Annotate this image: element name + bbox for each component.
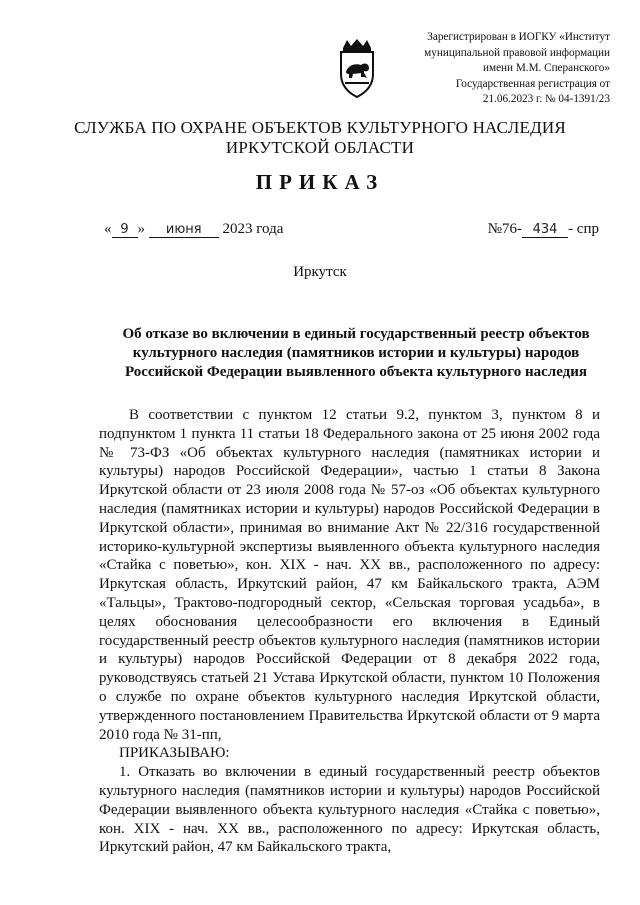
date-month: июня — [149, 223, 219, 238]
coat-of-arms-icon — [333, 38, 381, 100]
number-value: 434 — [522, 223, 568, 238]
date-day: 9 — [112, 223, 138, 238]
document-title: Об отказе во включении в единый государственный реестр объектов культурного наследия (памятников истории и культуры) народов Российской Федерации выявленного объекта культурного наследия — [122, 326, 590, 380]
registration-line: Государственная регистрация от — [455, 77, 610, 90]
document-number — [488, 221, 599, 238]
preamble-paragraph: В соответствии с пунктом 12 статьи 9.2, пунктом 3, пунктом 8 и подпунктом 1 пункта 11 статьи 18 Федерального закона от 25 июня 2002 года № 73-ФЗ «Об объектах культурного наследия (памятниках истории и культуры) народов Российской Федерации», частью 1 статьи 8 Закона Иркутской области от 23 июля 2008 года № 57-оз «Об объектах культурного наследия (памятниках истории и культуры) народов Российской Федерации в Иркутской области», принимая во внимание Акт № 22/316 государственной историко-культурной экспертизы выявленного объекта культурного наследия «Стайка с поветью», кон. XIX - нач. XX вв., расположенного по адресу: Иркутская область, Иркутский район, 47 км Байкальского тракта, АЭМ «Тальцы», Трактово-подгородный сектор, «Сельская торговая усадьба», в целях обоснования целесообразности его включения в Единый государственный реестр объектов культурного наследия (памятников истории и культуры) народов Российской Федерации от 8 декабря 2022 года, руководствуясь статьей 21 Устава Иркутской области, пунктом 10 Положения о службе по охране объектов культурного наследия Иркутской области, утвержденного постановлением Правительства Иркутской области от 9 марта 2010 года № 31-пп, — [99, 407, 600, 743]
order-item-1: 1. Отказать во включении в единый государственный реестр объектов культурного наследия (памятников истории и культуры) народов Российской Федерации выявленного объекта культурного наследия «Стайка с поветью», кон. XIX - нач. XX вв., расположенного по адресу: Иркутская область, Иркутский район, 47 км Байкальского тракта, — [99, 764, 600, 856]
city: Иркутск — [293, 264, 347, 280]
organization-name: СЛУЖБА ПО ОХРАНЕ ОБЪЕКТОВ КУЛЬТУРНОГО НАСЛЕДИЯ — [74, 118, 566, 137]
document-type: ПРИКАЗ — [255, 170, 385, 194]
registration-stamp — [398, 30, 610, 108]
registration-line: 21.06.2023 г. № 04-1391/23 — [482, 93, 610, 106]
number-suffix: - спр — [568, 221, 599, 237]
registration-line: Зарегистрирован в ИОГКУ «Институт — [427, 31, 610, 43]
organization-region: ИРКУТСКОЙ ОБЛАСТИ — [225, 138, 415, 157]
date-year: 2023 года — [222, 221, 284, 237]
registration-line: муниципальной правовой информации — [424, 46, 610, 59]
date-close-quote: » — [137, 221, 145, 237]
date-open-quote: « — [104, 221, 112, 237]
order-word: ПРИКАЗЫВАЮ: — [119, 745, 230, 762]
number-prefix: №76- — [487, 221, 523, 237]
registration-line: имени М.М. Сперанского» — [483, 62, 610, 75]
document-body — [99, 406, 600, 857]
document-date — [104, 221, 283, 238]
